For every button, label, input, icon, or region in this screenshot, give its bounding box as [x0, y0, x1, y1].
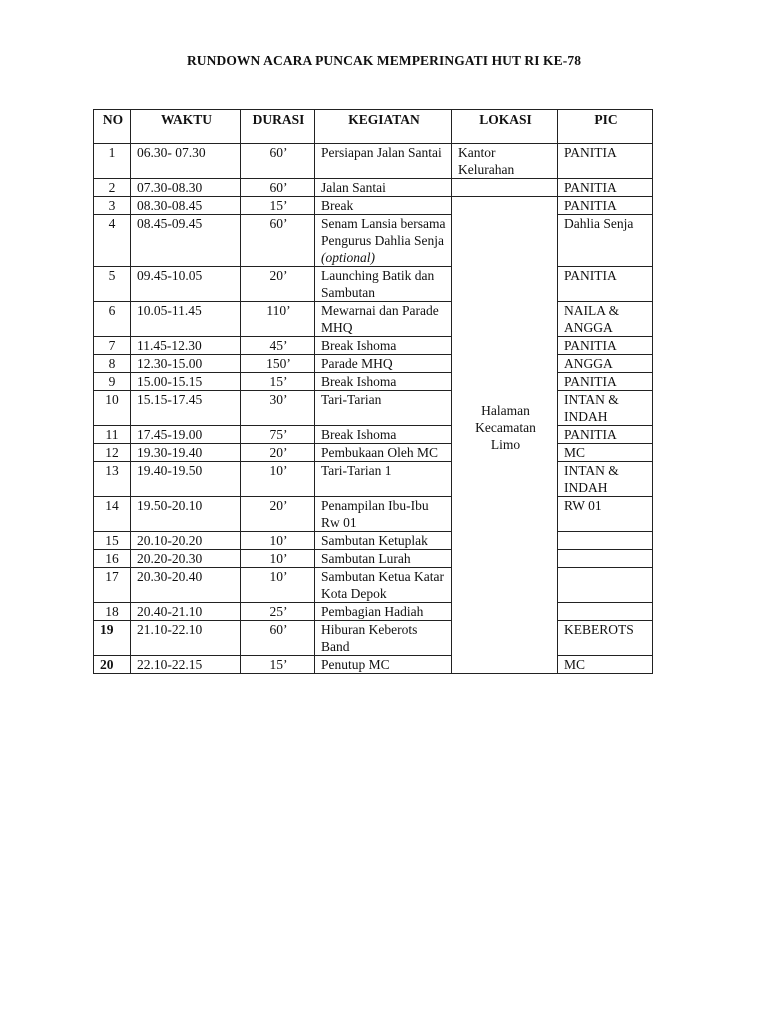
cell-durasi: 150’ [241, 355, 315, 373]
cell-no: 18 [94, 603, 131, 621]
header-kegiatan: KEGIATAN [315, 110, 452, 144]
cell-durasi: 25’ [241, 603, 315, 621]
table-row [94, 568, 653, 603]
cell-durasi: 60’ [241, 215, 315, 267]
header-waktu: WAKTU [131, 110, 241, 144]
cell-no: 12 [94, 444, 131, 462]
cell-no: 17 [94, 568, 131, 603]
lokasi-line: Limo [490, 437, 521, 452]
table-row [94, 355, 653, 373]
cell-no: 10 [94, 391, 131, 426]
cell-waktu: 19.40-19.50 [131, 462, 241, 497]
header-durasi: DURASI [241, 110, 315, 144]
cell-kegiatan: Tari-Tarian [315, 391, 452, 426]
cell-kegiatan: Mewarnai dan Parade MHQ [315, 302, 452, 337]
cell-no: 20 [94, 656, 131, 674]
cell-durasi: 20’ [241, 444, 315, 462]
cell-lokasi-merged [452, 197, 558, 674]
cell-pic: NAILA & ANGGA [558, 302, 653, 337]
cell-durasi: 10’ [241, 532, 315, 550]
cell-no: 13 [94, 462, 131, 497]
table-row [94, 197, 653, 215]
cell-no: 19 [94, 621, 131, 656]
cell-pic: MC [558, 444, 653, 462]
cell-durasi: 15’ [241, 197, 315, 215]
cell-kegiatan: Break Ishoma [315, 426, 452, 444]
cell-durasi: 10’ [241, 568, 315, 603]
cell-lokasi: Kantor Kelurahan [452, 144, 558, 179]
table-row [94, 444, 653, 462]
table-row [94, 179, 653, 197]
cell-pic: MC [558, 656, 653, 674]
table-row [94, 550, 653, 568]
cell-waktu: 20.40-21.10 [131, 603, 241, 621]
cell-kegiatan: Launching Batik dan Sambutan [315, 267, 452, 302]
cell-pic: PANITIA [558, 144, 653, 179]
cell-durasi: 15’ [241, 373, 315, 391]
header-no: NO [94, 110, 131, 144]
optional-note: (optional) [321, 250, 375, 265]
cell-durasi: 60’ [241, 144, 315, 179]
cell-pic: PANITIA [558, 197, 653, 215]
cell-kegiatan: Pembagian Hadiah [315, 603, 452, 621]
cell-pic: RW 01 [558, 497, 653, 532]
rundown-table [93, 109, 653, 674]
cell-durasi: 20’ [241, 497, 315, 532]
cell-no: 1 [94, 144, 131, 179]
cell-waktu: 19.50-20.10 [131, 497, 241, 532]
table-row [94, 532, 653, 550]
cell-kegiatan: Break Ishoma [315, 337, 452, 355]
cell-no: 15 [94, 532, 131, 550]
cell-waktu: 07.30-08.30 [131, 179, 241, 197]
cell-durasi: 60’ [241, 179, 315, 197]
cell-waktu: 12.30-15.00 [131, 355, 241, 373]
kegiatan-text: Senam Lansia bersama Pengurus Dahlia Senja [321, 216, 446, 248]
cell-waktu: 10.05-11.45 [131, 302, 241, 337]
cell-kegiatan: Persiapan Jalan Santai [315, 144, 452, 179]
cell-pic: PANITIA [558, 426, 653, 444]
lokasi-line: Kecamatan [475, 420, 536, 435]
cell-no: 11 [94, 426, 131, 444]
cell-durasi: 45’ [241, 337, 315, 355]
cell-kegiatan: Break Ishoma [315, 373, 452, 391]
cell-pic [558, 532, 653, 550]
cell-durasi: 20’ [241, 267, 315, 302]
cell-pic [558, 550, 653, 568]
cell-kegiatan: Jalan Santai [315, 179, 452, 197]
cell-pic: ANGGA [558, 355, 653, 373]
cell-kegiatan: Penutup MC [315, 656, 452, 674]
cell-waktu: 09.45-10.05 [131, 267, 241, 302]
table-row [94, 621, 653, 656]
cell-waktu: 21.10-22.10 [131, 621, 241, 656]
table-row [94, 267, 653, 302]
cell-durasi: 30’ [241, 391, 315, 426]
cell-durasi: 10’ [241, 550, 315, 568]
cell-kegiatan: Penampilan Ibu-Ibu Rw 01 [315, 497, 452, 532]
cell-pic: PANITIA [558, 267, 653, 302]
cell-waktu: 08.45-09.45 [131, 215, 241, 267]
cell-kegiatan [315, 215, 452, 267]
cell-kegiatan: Sambutan Ketua Katar Kota Depok [315, 568, 452, 603]
cell-no: 8 [94, 355, 131, 373]
cell-no: 4 [94, 215, 131, 267]
table-row [94, 215, 653, 267]
cell-pic [558, 568, 653, 603]
cell-pic: PANITIA [558, 337, 653, 355]
document-title: RUNDOWN ACARA PUNCAK MEMPERINGATI HUT RI KE-78 [186, 53, 582, 68]
table-row [94, 656, 653, 674]
cell-no: 7 [94, 337, 131, 355]
cell-no: 9 [94, 373, 131, 391]
cell-kegiatan: Sambutan Lurah [315, 550, 452, 568]
cell-no: 14 [94, 497, 131, 532]
cell-waktu: 11.45-12.30 [131, 337, 241, 355]
cell-no: 3 [94, 197, 131, 215]
cell-pic: KEBEROTS [558, 621, 653, 656]
table-row [94, 497, 653, 532]
cell-durasi: 10’ [241, 462, 315, 497]
table-row [94, 144, 653, 179]
cell-kegiatan: Break [315, 197, 452, 215]
cell-durasi: 110’ [241, 302, 315, 337]
cell-durasi: 60’ [241, 621, 315, 656]
cell-pic: PANITIA [558, 373, 653, 391]
cell-waktu: 08.30-08.45 [131, 197, 241, 215]
table-row [94, 391, 653, 426]
cell-waktu: 15.00-15.15 [131, 373, 241, 391]
cell-no: 2 [94, 179, 131, 197]
table-row [94, 337, 653, 355]
header-lokasi: LOKASI [452, 110, 558, 144]
cell-kegiatan: Parade MHQ [315, 355, 452, 373]
cell-waktu: 17.45-19.00 [131, 426, 241, 444]
cell-waktu: 19.30-19.40 [131, 444, 241, 462]
cell-durasi: 15’ [241, 656, 315, 674]
cell-waktu: 20.30-20.40 [131, 568, 241, 603]
header-pic: PIC [558, 110, 653, 144]
table-row [94, 302, 653, 337]
cell-durasi: 75’ [241, 426, 315, 444]
cell-no: 6 [94, 302, 131, 337]
cell-waktu: 06.30- 07.30 [131, 144, 241, 179]
cell-pic: Dahlia Senja [558, 215, 653, 267]
lokasi-line: Halaman [481, 403, 530, 418]
cell-waktu: 20.20-20.30 [131, 550, 241, 568]
cell-pic: PANITIA [558, 179, 653, 197]
cell-no: 16 [94, 550, 131, 568]
cell-no: 5 [94, 267, 131, 302]
cell-kegiatan: Sambutan Ketuplak [315, 532, 452, 550]
cell-kegiatan: Pembukaan Oleh MC [315, 444, 452, 462]
cell-pic: INTAN & INDAH [558, 462, 653, 497]
cell-waktu: 20.10-20.20 [131, 532, 241, 550]
cell-pic: INTAN & INDAH [558, 391, 653, 426]
table-row [94, 462, 653, 497]
cell-kegiatan: Tari-Tarian 1 [315, 462, 452, 497]
table-header-row [94, 110, 653, 144]
table-row [94, 603, 653, 621]
cell-pic [558, 603, 653, 621]
cell-kegiatan: Hiburan Keberots Band [315, 621, 452, 656]
cell-lokasi-empty [452, 179, 558, 197]
cell-waktu: 22.10-22.15 [131, 656, 241, 674]
table-row [94, 373, 653, 391]
table-row [94, 426, 653, 444]
cell-waktu: 15.15-17.45 [131, 391, 241, 426]
